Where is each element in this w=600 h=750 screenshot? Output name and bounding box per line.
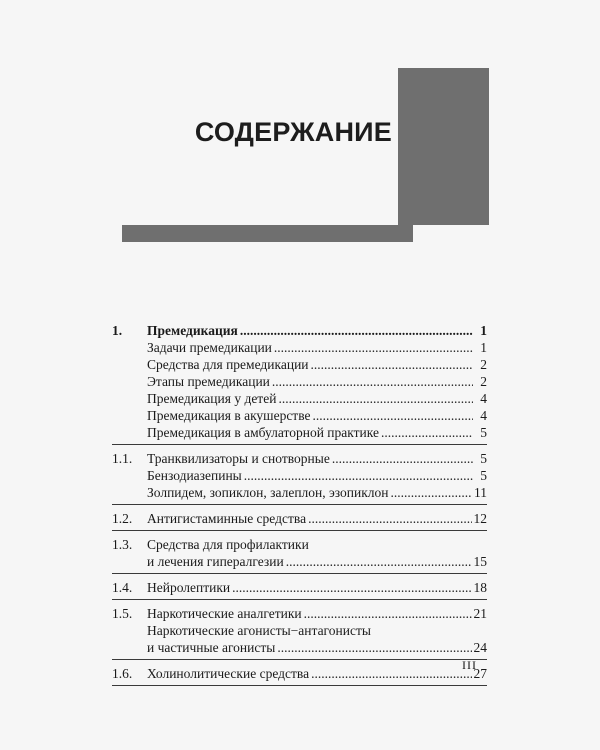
toc-entry-title: Средства для премедикации xyxy=(147,357,309,372)
toc-entry-page: 12 xyxy=(473,511,487,526)
dot-leader xyxy=(240,322,473,339)
toc-entry[interactable] xyxy=(112,373,487,390)
toc-entry-number: 1.1. xyxy=(112,451,133,466)
toc-section xyxy=(112,450,487,505)
toc-section xyxy=(112,510,487,531)
toc-entry-title: Бензодиазепины xyxy=(147,468,242,483)
toc-entry[interactable] xyxy=(112,622,487,656)
dot-leader xyxy=(286,553,472,570)
toc-entry-page: 5 xyxy=(480,451,487,466)
dot-leader xyxy=(308,510,471,527)
page-number: III xyxy=(462,658,477,672)
toc-entry-title: Транквилизаторы и снотворные xyxy=(147,451,330,466)
toc-entry-page: 1 xyxy=(480,340,487,355)
dot-leader xyxy=(311,356,473,373)
toc-entry[interactable] xyxy=(112,356,487,373)
toc-entry[interactable] xyxy=(112,605,487,622)
toc-entry-number: 1.2. xyxy=(112,511,133,526)
toc-entry[interactable] xyxy=(112,484,487,501)
toc-entry[interactable] xyxy=(112,450,487,467)
toc-entry[interactable] xyxy=(112,510,487,527)
toc-entry-title: Премедикация xyxy=(147,323,238,338)
toc-entry-page: 1 xyxy=(480,323,487,338)
toc-entry-title: Холинолитические средства xyxy=(147,666,310,681)
toc-entry-number: 1.3. xyxy=(112,537,133,552)
toc-entry[interactable] xyxy=(112,390,487,407)
toc-entry-page: 18 xyxy=(473,580,487,595)
toc-entry-title-continued: и частичные агонисты xyxy=(147,640,276,655)
toc-entry-title: Этапы премедикации xyxy=(147,374,270,389)
toc-section xyxy=(112,605,487,660)
toc-entry[interactable] xyxy=(112,322,487,339)
toc-entry-title: Премедикация у детей xyxy=(147,391,277,406)
dot-leader xyxy=(313,407,474,424)
dot-leader xyxy=(311,665,471,682)
toc-entry-number: 1. xyxy=(112,323,123,338)
dot-leader xyxy=(391,484,472,501)
toc-entry-title: Премедикация в амбулаторной практике xyxy=(147,425,379,440)
toc-section xyxy=(112,536,487,574)
dot-leader xyxy=(381,424,473,441)
toc-entry[interactable] xyxy=(112,407,487,424)
dot-leader xyxy=(274,339,473,356)
toc-entry-page: 24 xyxy=(473,640,487,655)
toc-entry-page: 11 xyxy=(474,485,487,500)
toc-entry-page: 4 xyxy=(480,408,487,423)
toc-entry[interactable] xyxy=(112,467,487,484)
toc-entry-title: Средства для профилактики xyxy=(147,537,309,552)
toc-entry[interactable] xyxy=(112,579,487,596)
toc-entry-title: Наркотические аналгетики xyxy=(147,606,302,621)
toc-entry-page: 15 xyxy=(473,554,487,569)
toc-entry-title: Задачи премедикации xyxy=(147,340,272,355)
decorative-block xyxy=(398,68,489,225)
toc-section xyxy=(112,322,487,445)
toc-entry-page: 27 xyxy=(473,666,487,681)
toc-section xyxy=(112,579,487,600)
dot-leader xyxy=(332,450,473,467)
toc-section xyxy=(112,665,487,686)
toc-entry-page: 5 xyxy=(480,468,487,483)
toc-entry-title: Антигистаминные средства xyxy=(147,511,307,526)
toc-entry[interactable] xyxy=(112,665,487,682)
dot-leader xyxy=(244,467,473,484)
table-of-contents xyxy=(112,322,487,691)
toc-entry[interactable] xyxy=(112,424,487,441)
toc-entry-page: 5 xyxy=(480,425,487,440)
dot-leader xyxy=(232,579,471,596)
decorative-bar xyxy=(122,225,413,242)
toc-entry[interactable] xyxy=(112,536,487,570)
dot-leader xyxy=(272,373,473,390)
toc-entry-number: 1.5. xyxy=(112,606,133,621)
dot-leader xyxy=(278,390,473,407)
toc-entry-title: Премедикация в акушерстве xyxy=(147,408,311,423)
toc-entry-number: 1.4. xyxy=(112,580,133,595)
toc-entry-title: Наркотические агонисты−антагонисты xyxy=(147,623,371,638)
toc-entry-title: Золпидем, зопиклон, залеплон, эзопиклон xyxy=(147,485,389,500)
toc-entry-title-continued: и лечения гипералгезии xyxy=(147,554,284,569)
toc-entry-title: Нейролептики xyxy=(147,580,231,595)
dot-leader xyxy=(304,605,472,622)
page-title: СОДЕРЖАНИЕ xyxy=(194,117,392,147)
dot-leader xyxy=(277,639,471,656)
toc-entry-page: 2 xyxy=(480,374,487,389)
toc-entry-page: 21 xyxy=(473,606,487,621)
toc-entry-number: 1.6. xyxy=(112,666,133,681)
toc-entry-page: 4 xyxy=(480,391,487,406)
toc-entry-page: 2 xyxy=(480,357,487,372)
toc-entry[interactable] xyxy=(112,339,487,356)
